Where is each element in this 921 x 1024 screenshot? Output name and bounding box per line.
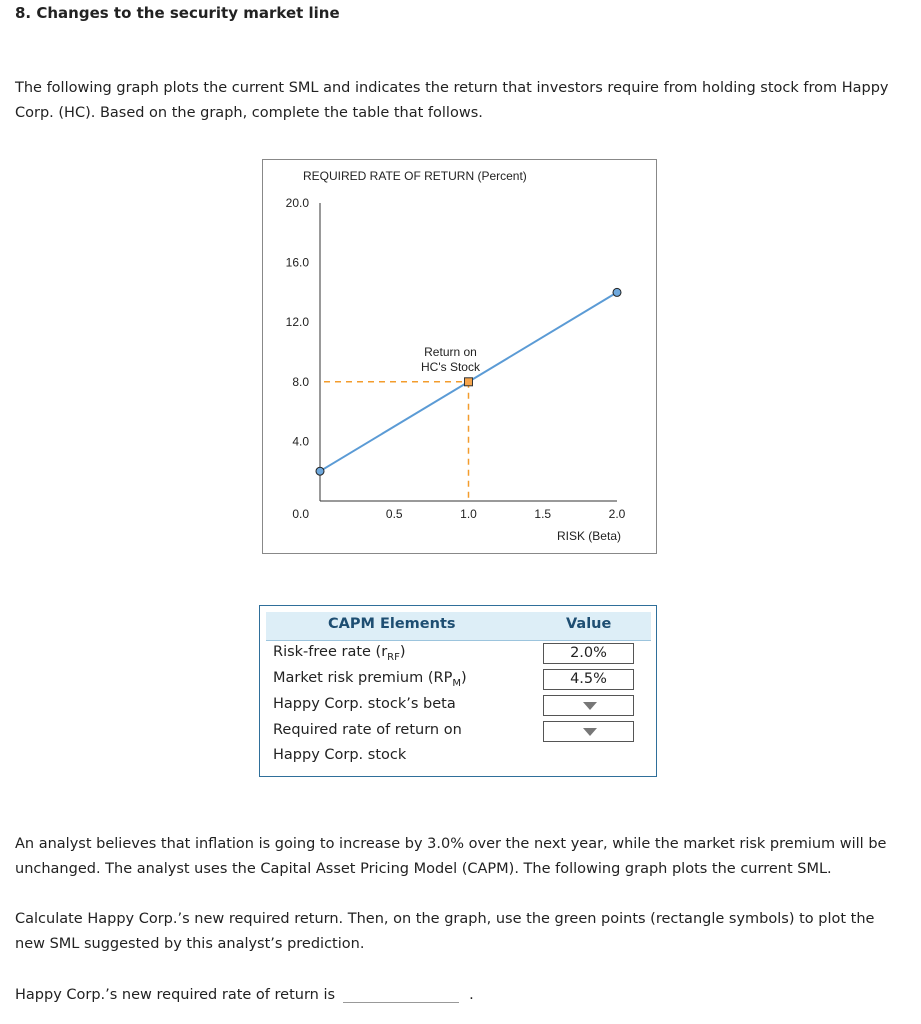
- y-tick-label: 0.0: [292, 507, 309, 521]
- hc-marker-label-line1: Return on: [424, 344, 477, 359]
- x-tick-label: 1.5: [534, 507, 552, 521]
- instruction-paragraph: Calculate Happy Corp.’s new required return. Then, on the graph, use the green points (rectangle symbols) to plot the new SML suggested by this analyst’s prediction.: [15, 911, 875, 952]
- sml-point-end[interactable]: [613, 288, 621, 296]
- header-capm-elements: CAPM Elements: [328, 616, 456, 632]
- sml-point-start[interactable]: [316, 467, 324, 475]
- y-tick-label: 12.0: [285, 315, 309, 330]
- answer-suffix: .: [469, 987, 474, 1003]
- y-tick-label: 20.0: [285, 196, 309, 210]
- y-tick-label: 16.0: [285, 255, 309, 270]
- row-required-return-label: Required rate of return on: [273, 722, 462, 738]
- hc-return-marker: [465, 378, 473, 386]
- capm-table: [259, 605, 657, 777]
- x-axis-label: RISK (Beta): [556, 529, 621, 543]
- sml-chart: [262, 159, 657, 554]
- row-market-risk-premium-label: Market risk premium $(RP_M)$: [273, 670, 467, 689]
- x-tick-label: 0.5: [385, 507, 403, 521]
- x-tick-label: 1.0: [460, 507, 477, 521]
- required-return-dropdown[interactable]: [543, 721, 634, 742]
- analyst-paragraph: An analyst believes that inflation is going to increase by 3.0% over the next year, while the market risk premium will be unchanged. The analyst uses the Capital Asset Pricing Model (CAPM). The following graph plots the current SML.: [15, 836, 887, 877]
- page-title: 8. Changes to the security market line: [15, 4, 340, 22]
- answer-prefix: Happy Corp.’s new required rate of return is: [15, 987, 336, 1003]
- market-risk-premium-value: 4.5%: [543, 669, 634, 690]
- row-required-return-label-2: Happy Corp. stock: [273, 747, 407, 763]
- header-value: Value: [566, 616, 612, 632]
- beta-dropdown[interactable]: [543, 695, 634, 716]
- y-axis-label: REQUIRED RATE OF RETURN (Percent): [303, 169, 527, 183]
- hc-marker-label-line2: HC's Stock: [421, 359, 480, 374]
- sml-chart-svg: [263, 160, 658, 555]
- answer-row: [15, 983, 474, 1008]
- intro-paragraph: The following graph plots the current SML and indicates the return that investors require from holding stock from Happy Corp. (HC). Based on the graph, complete the table that follows.: [15, 80, 889, 121]
- risk-free-rate-value: 2.0%: [543, 643, 634, 664]
- row-beta-label: Happy Corp. stock’s beta: [273, 696, 456, 712]
- y-tick-label: 4.0: [292, 434, 309, 449]
- y-tick-label: 8.0: [292, 374, 309, 389]
- row-risk-free-rate-label: Risk-free rate $(r_{RF})$: [273, 644, 406, 663]
- x-tick-label: 2.0: [608, 507, 626, 521]
- new-required-return-input[interactable]: [343, 988, 459, 1003]
- table-header: [266, 612, 651, 641]
